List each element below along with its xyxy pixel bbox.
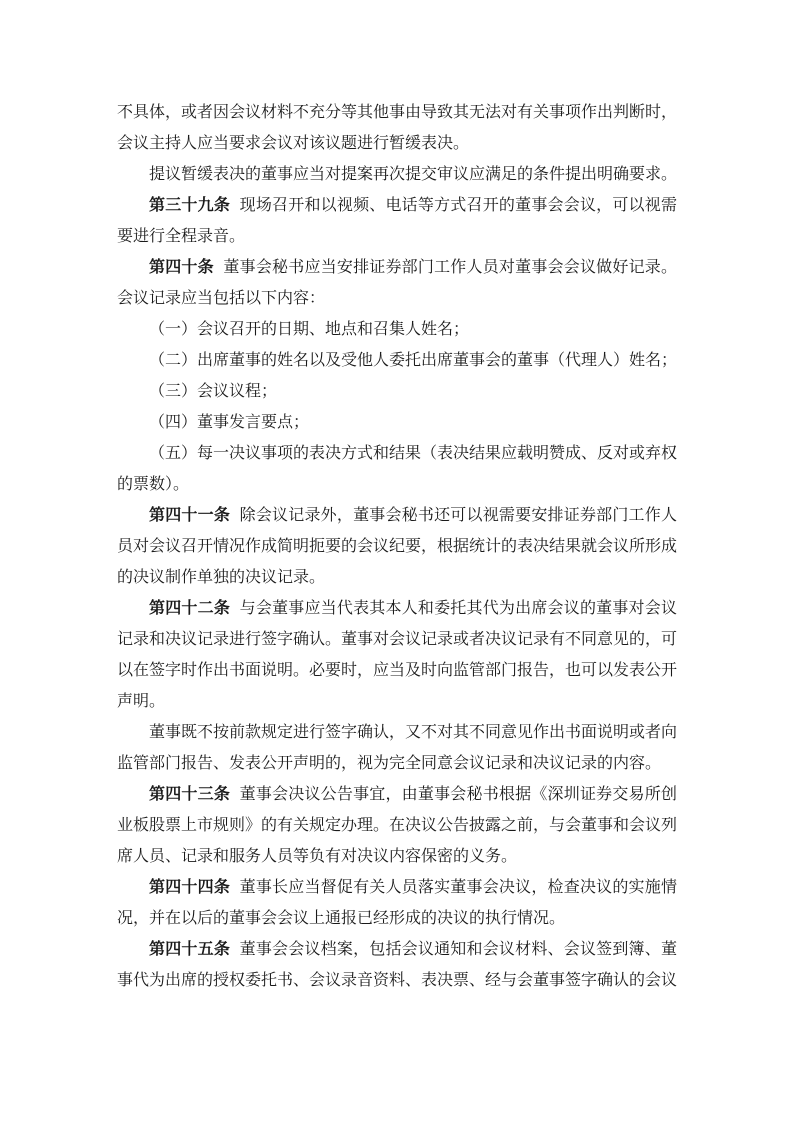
paragraph (117, 376, 677, 407)
paragraph (117, 190, 677, 252)
paragraph (117, 779, 677, 872)
article-number: 第三十九条 (149, 197, 231, 214)
paragraph-text: 提议暂缓表决的董事应当对提案再次提交审议应满足的条件提出明确要求。 (149, 166, 678, 183)
paragraph (117, 872, 677, 934)
paragraph-text: 除会议记录外，董事会秘书还可以视需要安排证券部门工作人员对会议召开情况作成简明扼要的会议纪要，根据统计的表决结果就会议所形成的决议制作单独的决议记录。 (117, 507, 678, 586)
paragraph (117, 593, 677, 717)
paragraph-text: （三）会议议程； (149, 383, 278, 400)
article-number: 第四十五条 (149, 941, 231, 958)
article-number: 第四十四条 (149, 879, 231, 896)
paragraph (117, 407, 677, 438)
paragraph (117, 159, 677, 190)
article-number: 第四十条 (149, 259, 214, 276)
paragraph-text: （一）会议召开的日期、地点和召集人姓名； (149, 321, 470, 338)
paragraph-text: 董事会决议公告事宜，由董事会秘书根据《深圳证券交易所创业板股票上市规则》的有关规定办理。在决议公告披露之前，与会董事和会议列席人员、记录和服务人员等负有对决议内容保密的义务。 (117, 786, 678, 865)
article-number: 第四十一条 (149, 507, 231, 524)
paragraph-text: 董事会会议档案，包括会议通知和会议材料、会议签到簿、董事代为出席的授权委托书、会议录音资料、表决票、经与会董事签字确认的会议 (117, 941, 678, 989)
article-number: 第四十三条 (149, 786, 231, 803)
paragraph (117, 934, 677, 996)
paragraph-text: （五）每一决议事项的表决方式和结果（表决结果应载明赞成、反对或弃权的票数）。 (117, 445, 678, 493)
paragraph-text: 现场召开和以视频、电话等方式召开的董事会会议，可以视需要进行全程录音。 (117, 197, 677, 245)
paragraph (117, 500, 677, 593)
article-number: 第四十二条 (149, 600, 231, 617)
paragraph-text: 董事既不按前款规定进行签字确认，又不对其不同意见作出书面说明或者向监管部门报告、发表公开声明的，视为完全同意会议记录和决议记录的内容。 (117, 724, 678, 772)
paragraph-text: 董事会秘书应当安排证券部门工作人员对董事会会议做好记录。会议记录应当包括以下内容： (117, 259, 677, 307)
paragraph (117, 314, 677, 345)
paragraph-text: （四）董事发言要点； (149, 414, 310, 431)
paragraph (117, 97, 677, 159)
paragraph-text: 不具体，或者因会议材料不充分等其他事由导致其无法对有关事项作出判断时，会议主持人应当要求会议对该议题进行暂缓表决。 (117, 104, 678, 152)
document-body (117, 97, 677, 996)
paragraph-text: 与会董事应当代表其本人和委托其代为出席会议的董事对会议记录和决议记录进行签字确认。董事对会议记录或者决议记录有不同意见的，可以在签字时作出书面说明。必要时，应当及时向监管部门报告，也可以发表公开声明。 (117, 600, 678, 710)
paragraph (117, 252, 677, 314)
paragraph-text: （二）出席董事的姓名以及受他人委托出席董事会的董事（代理人）姓名； (149, 352, 678, 369)
paragraph (117, 438, 677, 500)
paragraph (117, 717, 677, 779)
paragraph-text: 董事长应当督促有关人员落实董事会决议，检查决议的实施情况，并在以后的董事会会议上通报已经形成的决议的执行情况。 (117, 879, 677, 927)
paragraph (117, 345, 677, 376)
